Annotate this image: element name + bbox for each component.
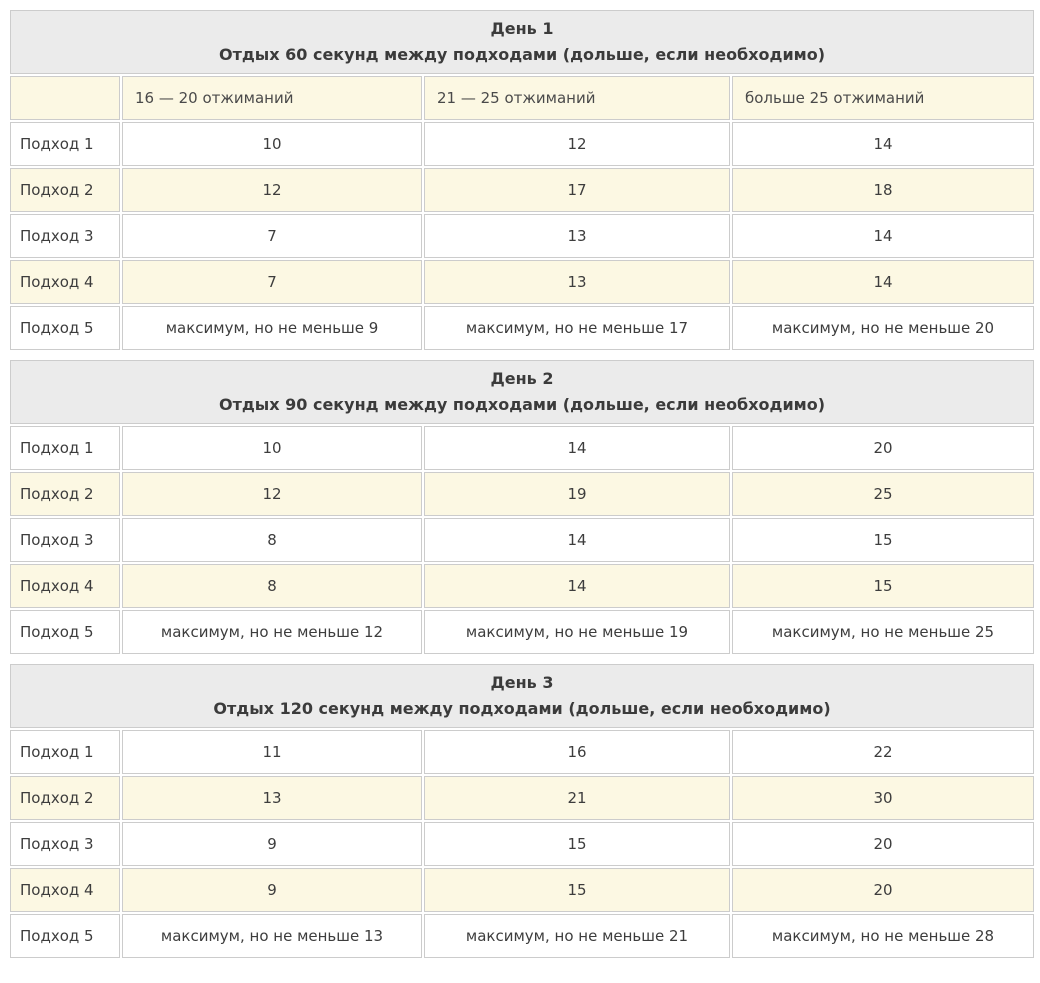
set-label: Подход 5: [10, 610, 120, 654]
set-value: 8: [122, 518, 422, 562]
set-label: Подход 3: [10, 214, 120, 258]
set-value: 15: [424, 822, 730, 866]
day-header: [10, 360, 1034, 424]
table-row: [10, 914, 1034, 958]
table-row: [10, 214, 1034, 258]
set-value: максимум, но не меньше 19: [424, 610, 730, 654]
set-label: Подход 1: [10, 122, 120, 166]
set-label: Подход 5: [10, 306, 120, 350]
set-value: 14: [732, 214, 1034, 258]
table-row: [10, 122, 1034, 166]
set-label: Подход 4: [10, 564, 120, 608]
day-subtitle: Отдых 60 секунд между подходами (дольше, если необходимо): [218, 45, 826, 64]
set-value: 7: [122, 214, 422, 258]
set-value: 7: [122, 260, 422, 304]
day-subtitle: Отдых 120 секунд между подходами (дольше, если необходимо): [213, 699, 831, 718]
set-value: 14: [424, 426, 730, 470]
day-header: [10, 10, 1034, 74]
set-label: Подход 3: [10, 822, 120, 866]
set-value: 13: [122, 776, 422, 820]
set-label: Подход 2: [10, 472, 120, 516]
table-row: [10, 518, 1034, 562]
day-title: День 2: [490, 369, 554, 388]
set-value: 15: [424, 868, 730, 912]
set-value: максимум, но не меньше 9: [122, 306, 422, 350]
day-subtitle: Отдых 90 секунд между подходами (дольше, если необходимо): [218, 395, 826, 414]
table-row: [10, 610, 1034, 654]
set-value: максимум, но не меньше 13: [122, 914, 422, 958]
set-value: 14: [424, 518, 730, 562]
set-value: 12: [424, 122, 730, 166]
table-row: [10, 306, 1034, 350]
set-value: 9: [122, 822, 422, 866]
set-value: 30: [732, 776, 1034, 820]
set-value: 13: [424, 260, 730, 304]
set-value: 14: [732, 122, 1034, 166]
set-value: максимум, но не меньше 21: [424, 914, 730, 958]
set-value: 13: [424, 214, 730, 258]
set-value: 12: [122, 168, 422, 212]
set-value: 15: [732, 518, 1034, 562]
set-value: 14: [424, 564, 730, 608]
column-header-16-20: 16 — 20 отжиманий: [122, 76, 422, 120]
day-title: День 3: [490, 673, 554, 692]
set-value: 20: [732, 822, 1034, 866]
set-value: 9: [122, 868, 422, 912]
set-value: максимум, но не меньше 17: [424, 306, 730, 350]
set-label: Подход 2: [10, 776, 120, 820]
set-value: 14: [732, 260, 1034, 304]
set-value: 25: [732, 472, 1034, 516]
set-value: 15: [732, 564, 1034, 608]
set-value: 16: [424, 730, 730, 774]
table-row: [10, 472, 1034, 516]
column-header-row: [10, 76, 1034, 120]
set-value: 10: [122, 122, 422, 166]
table-row: [10, 260, 1034, 304]
table-row: [10, 168, 1034, 212]
set-label: Подход 3: [10, 518, 120, 562]
set-value: 10: [122, 426, 422, 470]
set-value: 17: [424, 168, 730, 212]
table-header-row: [10, 360, 1034, 424]
set-label: Подход 4: [10, 260, 120, 304]
table-header-row: [10, 10, 1034, 74]
table-row: [10, 776, 1034, 820]
set-value: 20: [732, 426, 1034, 470]
table-row: [10, 564, 1034, 608]
set-label: Подход 1: [10, 426, 120, 470]
set-value: 8: [122, 564, 422, 608]
set-label: Подход 4: [10, 868, 120, 912]
set-value: 11: [122, 730, 422, 774]
set-value: 12: [122, 472, 422, 516]
day-header: [10, 664, 1034, 728]
set-value: максимум, но не меньше 20: [732, 306, 1034, 350]
day-2-table: [8, 358, 1036, 656]
set-value: максимум, но не меньше 28: [732, 914, 1034, 958]
day-title: День 1: [490, 19, 554, 38]
table-row: [10, 868, 1034, 912]
day-1-table: [8, 8, 1036, 352]
set-value: максимум, но не меньше 25: [732, 610, 1034, 654]
corner-cell: [10, 76, 120, 120]
set-value: 18: [732, 168, 1034, 212]
set-value: 21: [424, 776, 730, 820]
set-label: Подход 2: [10, 168, 120, 212]
table-row: [10, 822, 1034, 866]
day-3-table: [8, 662, 1036, 960]
column-header-more-25: больше 25 отжиманий: [732, 76, 1034, 120]
table-row: [10, 426, 1034, 470]
column-header-21-25: 21 — 25 отжиманий: [424, 76, 730, 120]
set-label: Подход 5: [10, 914, 120, 958]
set-label: Подход 1: [10, 730, 120, 774]
table-header-row: [10, 664, 1034, 728]
set-value: 19: [424, 472, 730, 516]
table-row: [10, 730, 1034, 774]
set-value: 22: [732, 730, 1034, 774]
set-value: 20: [732, 868, 1034, 912]
set-value: максимум, но не меньше 12: [122, 610, 422, 654]
